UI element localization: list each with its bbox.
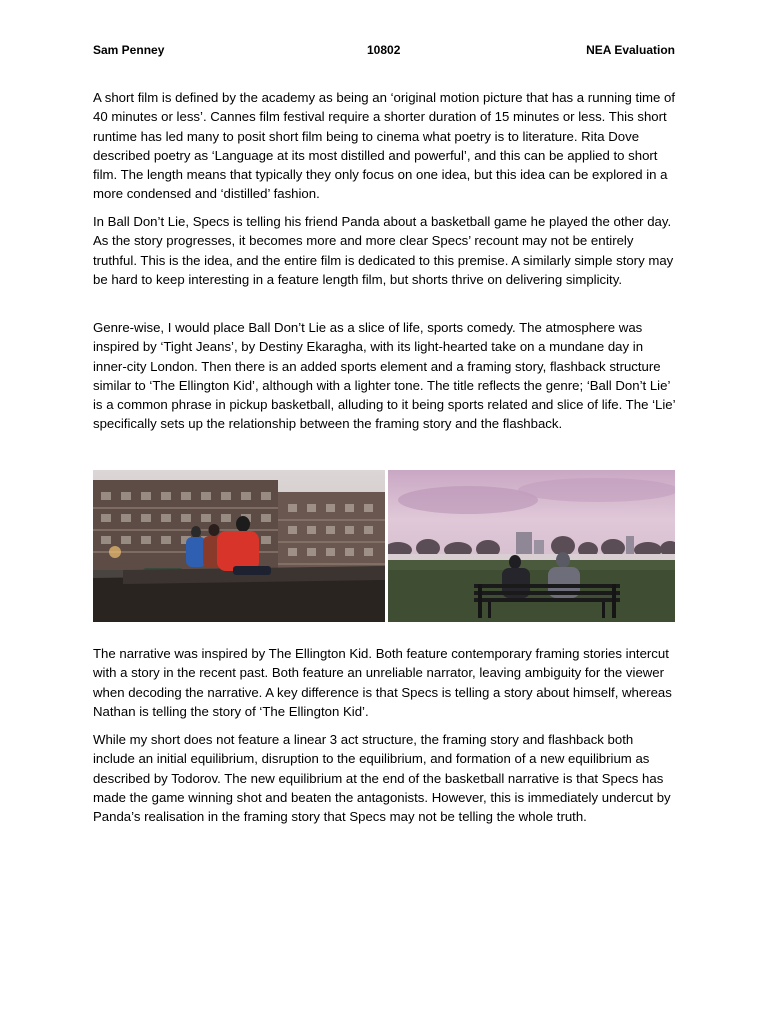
page-header: [93, 43, 675, 59]
paragraph-narrative-inspiration: The narrative was inspired by The Ellington Kid. Both feature contemporary framing stories intercut with a story in the recent past. Both feature an unreliable narrator, leaving ambiguity for the viewer when decoding the narrative. A key difference is that Specs is telling a story about himself, whereas Nathan is telling the story of ‘The Ellington Kid’.: [93, 646, 672, 719]
header-document-title: NEA Evaluation: [586, 43, 675, 57]
still-park-bench-dusk: [388, 470, 675, 622]
header-candidate-number: 10802: [367, 43, 401, 57]
paragraph-structure-todorov: While my short does not feature a linear 3 act structure, the framing story and flashback both include an initial equilibrium, disruption to the equilibrium, and formation of a new equilibrium as described by Todorov. The new equilibrium at the end of the basketball narrative is that Specs has made the game winning shot and beaten the antagonists. However, this is immediately undercut by Panda’s realisation in the framing story that Specs may not be telling the whole truth.: [93, 732, 671, 825]
header-author: Sam Penney: [93, 43, 165, 57]
paragraph-short-film-definition: A short film is defined by the academy as being an ‘original motion picture that has a running time of 40 minutes or less’. Cannes film festival require a shorter duration of 15 minutes or less. This short runtime has led many to posit short film being to cinema what poetry is to literature. Rita Dove described poetry as ‘Language at its most distilled and powerful’, and this can be applied to short film. The length means that typically they only focus on one idea, but this idea can be explored in a more condensed and ‘distilled’ fashion.: [93, 90, 676, 202]
still-housing-estate-wall: [93, 470, 385, 622]
film-stills: [93, 470, 675, 622]
paragraph-story-premise: In Ball Don’t Lie, Specs is telling his friend Panda about a basketball game he played the other day. As the story progresses, it becomes more and more clear Specs’ recount may not be entirely truthful. This is the idea, and the entire film is dedicated to this premise. A similarly simple story may be hard to keep interesting in a feature length film, but shorts thrive on delivering simplicity.: [93, 214, 674, 287]
paragraph-genre: Genre-wise, I would place Ball Don’t Lie as a slice of life, sports comedy. The atmosphere was inspired by ‘Tight Jeans’, by Destiny Ekaragha, with its light-hearted take on a mundane day in inner-city London. Then there is an added sports element and a framing story, flashback structure similar to ‘The Ellington Kid’, although with a lighter tone. The title reflects the genre; ‘Ball Don’t Lie’ is a common phrase in pickup basketball, alluding to it being sports related and slice of life. The ‘Lie’ specifically sets up the relationship between the framing story and the flashback.: [93, 320, 676, 432]
